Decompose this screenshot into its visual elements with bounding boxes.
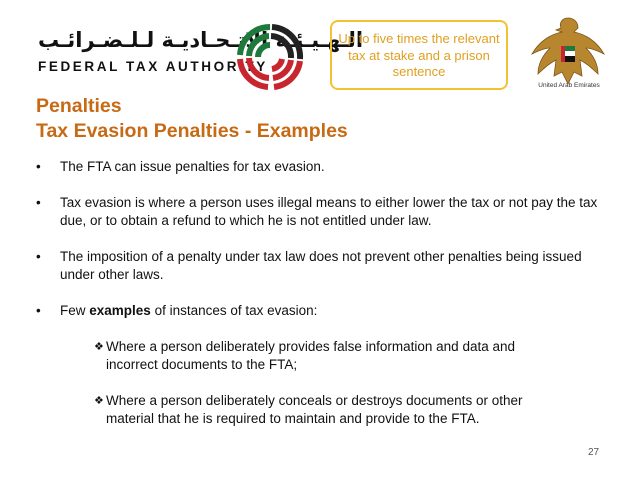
emblem-caption: United Arab Emirates bbox=[538, 82, 600, 89]
example-text: Where a person deliberately provides false information and data and incorrect documents to the FTA; bbox=[106, 339, 515, 372]
fta-logo-arabic: الـهـيـئـة الاتـحـاديـة لـلـضـرائـب bbox=[38, 28, 364, 52]
bullet-text-after: of instances of tax evasion: bbox=[150, 303, 318, 318]
bullet-text: Tax evasion is where a person uses illegal means to either lower the tax or not pay the tax due, or to obtain a refund to which he is not entitled under law. bbox=[60, 195, 598, 228]
title-line-1: Penalties bbox=[36, 95, 122, 117]
bullet-item bbox=[36, 194, 606, 230]
bullet-marker: • bbox=[36, 249, 41, 264]
diamond-bullet-icon: ❖ bbox=[94, 341, 104, 353]
bullet-text-before: Few bbox=[60, 303, 90, 318]
bullet-marker: • bbox=[36, 159, 41, 174]
example-item bbox=[94, 338, 564, 374]
penalty-callout: Up to five times the relevant tax at stake and a prison sentence bbox=[330, 20, 508, 90]
bullet-text-bold: examples bbox=[89, 303, 151, 318]
bullet-text: The FTA can issue penalties for tax evasion. bbox=[60, 159, 325, 174]
fta-logo-english: FEDERAL TAX AUTHORITY bbox=[38, 59, 268, 74]
bullet-text bbox=[60, 302, 606, 320]
fta-emblem-icon bbox=[233, 20, 307, 94]
bullet-marker: • bbox=[36, 195, 41, 210]
bullet-item bbox=[36, 158, 606, 176]
example-item bbox=[94, 392, 564, 428]
header bbox=[0, 0, 638, 92]
bullet-item bbox=[36, 248, 606, 284]
slide-body bbox=[36, 158, 606, 446]
title-line-2: Tax Evasion Penalties - Examples bbox=[36, 120, 348, 142]
example-text: Where a person deliberately conceals or destroys documents or other material that he is required to maintain and provide to the FTA. bbox=[106, 393, 523, 426]
page-number: 27 bbox=[588, 447, 600, 458]
diamond-bullet-icon: ❖ bbox=[94, 395, 104, 407]
slide-title bbox=[36, 94, 348, 144]
bullet-text: The imposition of a penalty under tax law does not prevent other penalties being issued under other laws. bbox=[60, 249, 582, 282]
bullet-marker: • bbox=[36, 303, 41, 318]
uae-eagle-icon bbox=[526, 14, 610, 90]
bullet-item bbox=[36, 302, 606, 320]
